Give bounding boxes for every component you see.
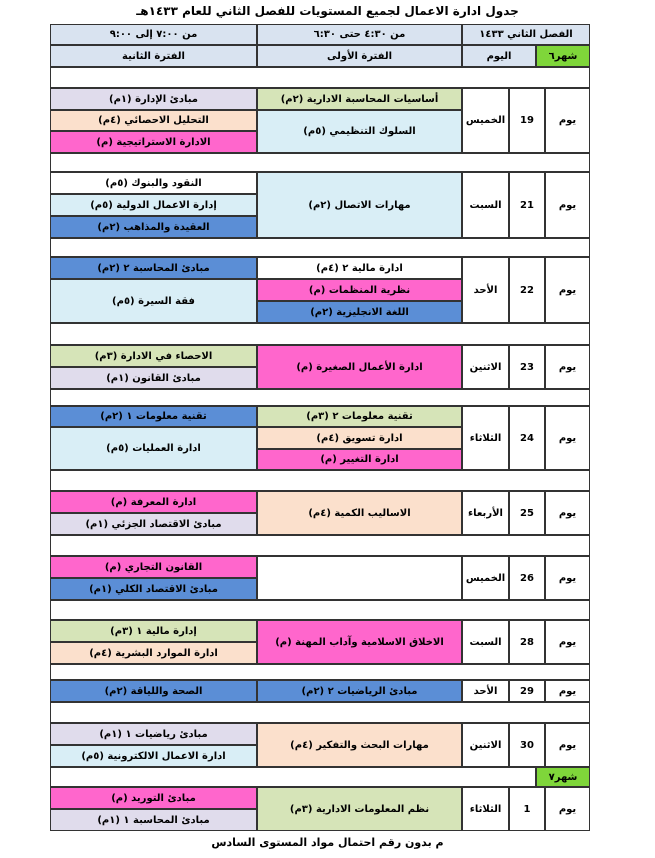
course-cell: ادارة الموارد البشرية (٤م): [50, 642, 257, 664]
course-cell: ادارة التغيير (م): [257, 449, 462, 470]
course-cell: تقنية معلومات ٢ (٣م): [257, 406, 462, 427]
row-day: الثلاثاء: [462, 406, 509, 470]
day-word: يوم: [545, 257, 590, 323]
course-cell: اللغة الانجليزية (٢م): [257, 301, 462, 323]
course-cell: مهارات الاتصال (٢م): [257, 172, 462, 238]
footnote: م بدون رقم احتمال مواد المستوى السادس: [211, 836, 444, 849]
header-period2-time: من ٧:٠٠ إلى ٩:٠٠: [50, 24, 257, 45]
row-day: السبت: [462, 620, 509, 664]
row-date: 1: [509, 787, 545, 831]
course-cell: الاساليب الكمية (٤م): [257, 491, 462, 535]
course-cell: مبادئ الاقتصاد الكلي (١م): [50, 578, 257, 600]
course-cell: نظرية المنظمات (م): [257, 279, 462, 301]
course-cell: العقيدة والمذاهب (٢م): [50, 216, 257, 238]
day-word: يوم: [545, 787, 590, 831]
spacer-row: [50, 67, 590, 88]
spacer-row: [50, 153, 590, 172]
header-period2-label: الفترة الثانية: [50, 45, 257, 67]
day-word: يوم: [545, 680, 590, 702]
course-cell: ادارة العمليات (٥م): [50, 427, 257, 470]
day-word: يوم: [545, 406, 590, 470]
course-cell: مبادئ التوريد (م): [50, 787, 257, 809]
row-day: السبت: [462, 172, 509, 238]
row-day: الخميس: [462, 88, 509, 153]
course-cell: النقود والبنوك (٥م): [50, 172, 257, 194]
course-cell: فقة السيرة (٥م): [50, 279, 257, 323]
row-day: الاثنين: [462, 345, 509, 389]
row-date: 29: [509, 680, 545, 702]
course-cell: إدارة الاعمال الدولية (٥م): [50, 194, 257, 216]
spacer-row: [50, 535, 590, 556]
course-cell: ادارة الاعمال الالكترونية (٥م): [50, 745, 257, 767]
course-cell: مبادئ الرياضيات ٢ (٢م): [257, 680, 462, 702]
course-cell: مبادئ الاقتصاد الجزئي (١م): [50, 513, 257, 535]
header-period1-time: من ٤:٣٠ حتى ٦:٣٠: [257, 24, 462, 45]
course-cell: القانون التجاري (م): [50, 556, 257, 578]
course-cell: نظم المعلومات الادارية (٣م): [257, 787, 462, 831]
month-badge: شهر٧: [536, 767, 590, 787]
row-date: 25: [509, 491, 545, 535]
course-cell: تقنية معلومات ١ (٢م): [50, 406, 257, 427]
course-cell: ادارة المعرفة (م): [50, 491, 257, 513]
row-date: 22: [509, 257, 545, 323]
spacer-row: [50, 238, 590, 257]
header-period1-label: الفترة الأولى: [257, 45, 462, 67]
document-title: جدول ادارة الاعمال لجميع المستويات للفصل الثاني للعام ١٤٣٣هـ: [136, 4, 519, 18]
day-word: يوم: [545, 172, 590, 238]
row-date: 26: [509, 556, 545, 600]
row-date: 21: [509, 172, 545, 238]
day-word: يوم: [545, 88, 590, 153]
spacer-row: [50, 767, 536, 787]
row-day: الخميس: [462, 556, 509, 600]
course-cell: الاحصاء في الادارة (٣م): [50, 345, 257, 367]
row-day: الأحد: [462, 680, 509, 702]
row-date: 30: [509, 723, 545, 767]
day-word: يوم: [545, 620, 590, 664]
course-cell: مبادئ المحاسبة ١ (١م): [50, 809, 257, 831]
course-cell: ادارة مالية ٢ (٤م): [257, 257, 462, 279]
spacer-row: [50, 664, 590, 680]
row-day: الاثنين: [462, 723, 509, 767]
course-cell: مبادئ رياضيات ١ (١م): [50, 723, 257, 745]
course-cell: السلوك التنظيمي (٥م): [257, 110, 462, 153]
course-cell: ادارة الأعمال الصغيرة (م): [257, 345, 462, 389]
course-cell: [257, 556, 462, 600]
spacer-row: [50, 600, 590, 620]
day-word: يوم: [545, 345, 590, 389]
spacer-row: [50, 702, 590, 723]
row-day: الأربعاء: [462, 491, 509, 535]
row-date: 19: [509, 88, 545, 153]
course-cell: أساسيات المحاسبة الادارية (٢م): [257, 88, 462, 110]
row-date: 24: [509, 406, 545, 470]
spacer-row: [50, 323, 590, 345]
course-cell: مهارات البحث والتفكير (٤م): [257, 723, 462, 767]
row-date: 23: [509, 345, 545, 389]
row-day: الثلاثاء: [462, 787, 509, 831]
spacer-row: [50, 389, 590, 406]
course-cell: الاخلاق الاسلامية وآداب المهنة (م): [257, 620, 462, 664]
day-word: يوم: [545, 491, 590, 535]
course-cell: ادارة تسويق (٤م): [257, 427, 462, 449]
course-cell: مبادئ القانون (١م): [50, 367, 257, 389]
header-semester: الفصل الثاني ١٤٣٣: [462, 24, 590, 45]
course-cell: مبادئ المحاسبة ٢ (٢م): [50, 257, 257, 279]
row-date: 28: [509, 620, 545, 664]
day-word: يوم: [545, 723, 590, 767]
course-cell: التحليل الاحصائي (٤م): [50, 110, 257, 131]
course-cell: الصحة واللياقة (٢م): [50, 680, 257, 702]
course-cell: مبادئ الإدارة (١م): [50, 88, 257, 110]
month-badge: شهر٦: [536, 45, 590, 67]
course-cell: إدارة مالية ١ (٣م): [50, 620, 257, 642]
day-word: يوم: [545, 556, 590, 600]
spacer-row: [50, 470, 590, 491]
header-day-label: اليوم: [462, 45, 536, 67]
row-day: الأحد: [462, 257, 509, 323]
course-cell: الادارة الاستراتيجية (م): [50, 131, 257, 153]
